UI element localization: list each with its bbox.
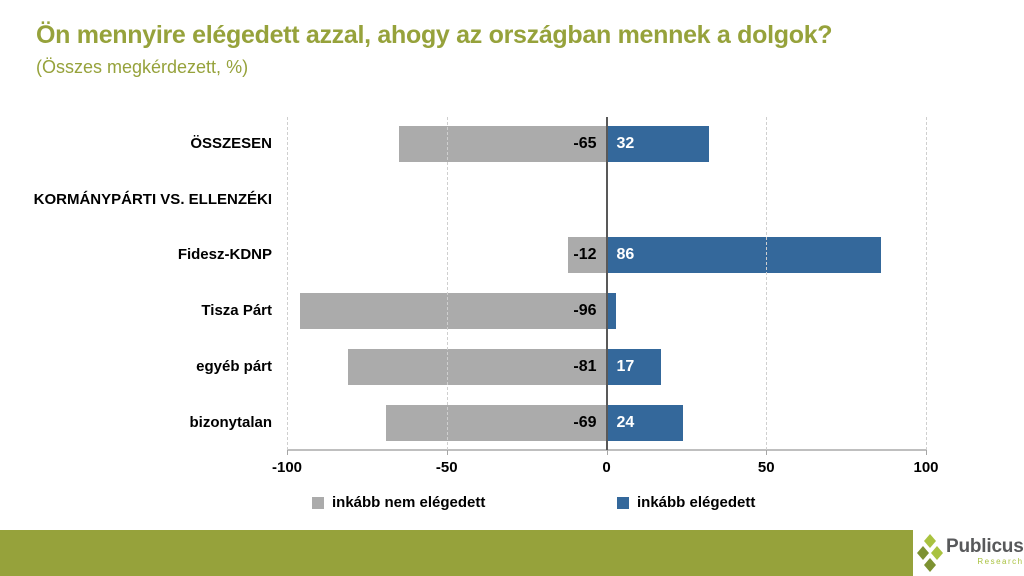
bar-positive-4 [607,349,661,385]
axis-tick-label-100: 100 [913,459,939,476]
bar-positive-0 [607,126,709,162]
category-label-3: Tisza Párt [201,302,272,320]
brand-block [913,527,1024,576]
brand-subtitle: Research [977,557,1024,566]
bar-negative-2 [568,237,606,273]
axis-tick-label-50: 50 [757,459,775,476]
bar-negative-4 [348,349,607,385]
axis-tick-100 [926,450,927,455]
legend-item-negative [312,494,485,511]
gridline-100 [926,117,927,450]
axis-tick--100 [287,450,288,455]
category-label-2: Fidesz-KDNP [177,246,272,264]
bar-value-negative-4: -81 [573,357,597,375]
bar-negative-5 [386,405,606,441]
axis-tick--50 [447,450,448,455]
axis-tick-label--50: -50 [435,459,458,476]
bar-positive-3 [607,293,617,329]
bar-value-negative-3: -96 [573,302,597,320]
bar-negative-0 [399,126,607,162]
legend-swatch-blue [617,497,629,509]
category-label-0: ÖSSZESEN [190,135,272,152]
brand-text [946,537,1024,566]
legend-label-negative: inkább nem elégedett [332,494,486,511]
gridline--50 [447,117,448,450]
bar-value-positive-5: 24 [616,413,635,431]
axis-tick-0 [607,450,608,455]
bar-value-negative-2: -12 [573,246,597,264]
publicus-diamonds-icon [916,532,944,572]
bar-value-positive-2: 86 [616,246,635,264]
bar-positive-5 [607,405,684,441]
axis-tick-50 [766,450,767,455]
bar-value-positive-0: 32 [616,135,635,152]
bar-value-negative-0: -65 [573,135,597,152]
page-subtitle: (Összes megkérdezett, %) [36,57,249,77]
axis-tick-label-0: 0 [602,459,611,476]
category-label-5: bizonytalan [189,413,272,431]
zero-axis-line [606,117,608,450]
gridline-50 [766,117,767,450]
bar-positive-2 [607,237,882,273]
footer-accent-strip [0,530,913,576]
legend-swatch-gray [312,497,324,509]
axis-tick-label--100: -100 [271,459,303,476]
bar-value-negative-5: -69 [573,413,597,431]
gridline--100 [287,117,288,450]
legend-item-positive [617,494,755,511]
page-title: Ön mennyire elégedett azzal, ahogy az országban mennek a dolgok? [36,21,833,49]
bar-negative-3 [300,293,607,329]
brand-name: Publicus [946,536,1024,557]
category-label-4: egyéb párt [196,357,272,375]
category-label-1: KORMÁNYPÁRTI VS. ELLENZÉKI [33,190,272,208]
legend-label-positive: inkább elégedett [637,494,756,511]
bar-value-positive-4: 17 [616,357,635,375]
